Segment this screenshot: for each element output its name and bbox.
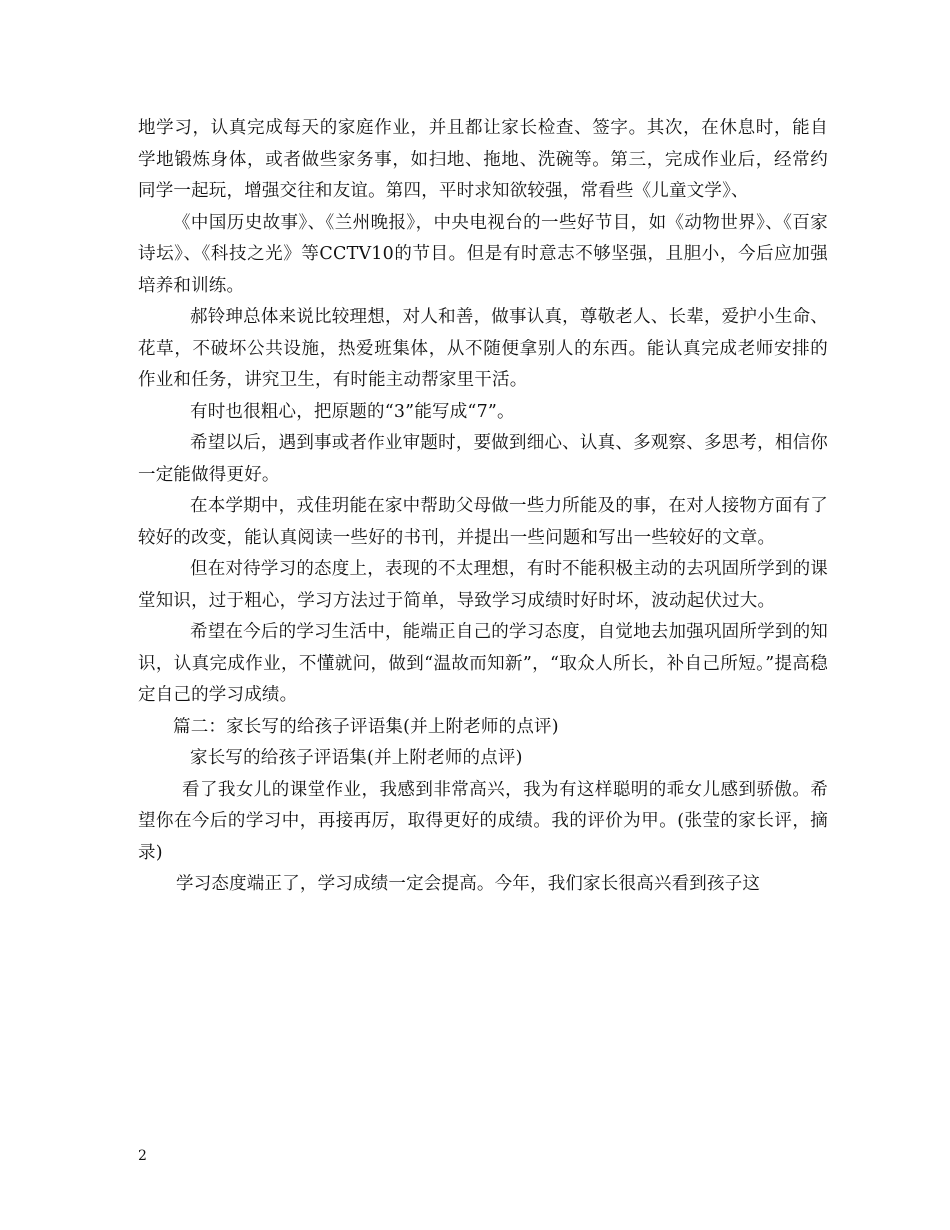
paragraph-2: 《中国历史故事》、《兰州晚报》，中央电视台的一些好节目，如《动物世界》、《百家诗坛》、《科技之光》等CCTV10的节目。但是有时意志不够坚强，且胆小，今后应加强培养和训练。 (138, 212, 828, 296)
paragraph-3: 郝铃珅总体来说比较理想，对人和善，做事认真，尊敬老人、长辈，爱护小生命、花草，不破坏公共设施，热爱班集体，从不随便拿别人的东西。能认真完成老师安排的作业和任务，讲究卫生，有时能主动帮家里干活。 (138, 307, 828, 390)
paragraph-4: 有时也很粗心，把原题的“3”能写成“7”。 (190, 401, 515, 422)
paragraph-5: 希望以后，遇到事或者作业审题时，要做到细心、认真、多观察、多思考，相信你一定能做得更好。 (138, 433, 828, 485)
paragraph-10: 学习态度端正了，学习成绩一定会提高。今年，我们家长很高兴看到孩子这 (176, 874, 761, 894)
paragraph-1: 地学习，认真完成每天的家庭作业，并且都让家长检查、签字。其次，在休息时，能自学地锻炼身体，或者做些家务事，如扫地、拖地、洗碗等。第三，完成作业后，经常约同学一起玩，增强交往和友谊。第四，平时求知欲较强，常看些《儿童文学》、 (138, 118, 828, 201)
section-heading: 篇二：家长写的给孩子评语集(并上附老师的点评) (173, 716, 559, 737)
section-subtitle: 家长写的给孩子评语集(并上附老师的点评) (190, 748, 523, 768)
paragraph-7: 但在对待学习的态度上，表现的不太理想，有时不能积极主动的去巩固所学到的课堂知识，过于粗心，学习方法过于简单，导致学习成绩时好时坏，波动起伏过大。 (138, 559, 828, 611)
paragraph-8: 希望在今后的学习生活中，能端正自己的学习态度，自觉地去加强巩固所学到的知识，认真完成作业，不懂就问，做到“温故而知新”，“取众人所长，补自己所短。”提高稳定自己的学习成绩。 (138, 622, 828, 705)
page-number: 2 (138, 1148, 147, 1164)
paragraph-6: 在本学期中，戎佳玥能在家中帮助父母做一些力所能及的事，在对人接物方面有了较好的改变，能认真阅读一些好的书刊，并提出一些问题和写出一些较好的文章。 (138, 496, 828, 548)
paragraph-9: 看了我女儿的课堂作业，我感到非常高兴，我为有这样聪明的乖女儿感到骄傲。希望你在今后的学习中，再接再厉，取得更好的成绩。我的评价为甲。(张莹的家长评，摘录) (138, 779, 828, 863)
document-body (138, 113, 828, 901)
